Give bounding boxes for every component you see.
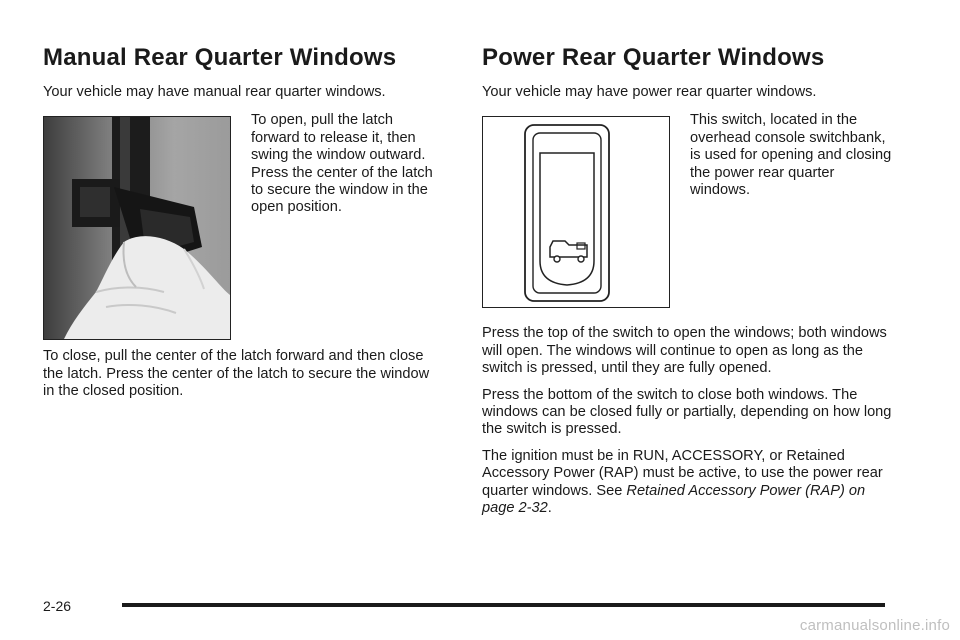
ignition-requirement-end: . (547, 500, 552, 517)
rap-reference-link[interactable]: Retained Accessory Power (RAP) on page 2-32 (482, 482, 866, 517)
manual-open-instructions: To open, pull the latch forward to release it, then swing the window outward. Press the center of the latch to secure the window in the open position. (251, 112, 433, 216)
ignition-requirement (482, 448, 892, 518)
rear-window-vehicle-icon (550, 241, 587, 262)
power-switch-figure-row (482, 112, 892, 308)
latch-photo-illustration (44, 117, 230, 339)
page-number: 2-26 (43, 598, 72, 614)
latch-photo (43, 116, 231, 340)
close-instructions: Press the bottom of the switch to close both windows. The windows can be closed fully or partially, depending on how long the switch is pressed. (482, 386, 892, 438)
manual-windows-section (43, 40, 443, 401)
manual-windows-heading: Manual Rear Quarter Windows (43, 44, 397, 71)
manual-windows-intro: Your vehicle may have manual rear quarter windows. (43, 84, 386, 100)
manual-close-instructions: To close, pull the center of the latch forward and then close the latch. Press the center of the latch to secure the window in the closed position. (43, 348, 430, 400)
footer-rule (122, 603, 885, 607)
power-windows-intro: Your vehicle may have power rear quarter windows. (482, 84, 817, 100)
power-windows-section (482, 40, 892, 517)
ignition-requirement-text: The ignition must be in RUN, ACCESSORY, or Retained Accessory Power (RAP) must be active, to use the power rear quarter windows. See (482, 447, 883, 499)
manual-latch-figure-row (43, 112, 443, 340)
quarter-window-switch-drawing (483, 117, 669, 307)
power-windows-heading: Power Rear Quarter Windows (482, 44, 825, 71)
switch-illustration (482, 116, 670, 308)
open-instructions: Press the top of the switch to open the windows; both windows will open. The windows will continue to open as long as the switch is pressed, until they are fully opened. (482, 325, 887, 377)
switch-location-text: This switch, located in the overhead console switchbank, is used for opening and closing the power rear quarter windows. (690, 112, 892, 199)
site-watermark: carmanualsonline.info (799, 617, 950, 634)
